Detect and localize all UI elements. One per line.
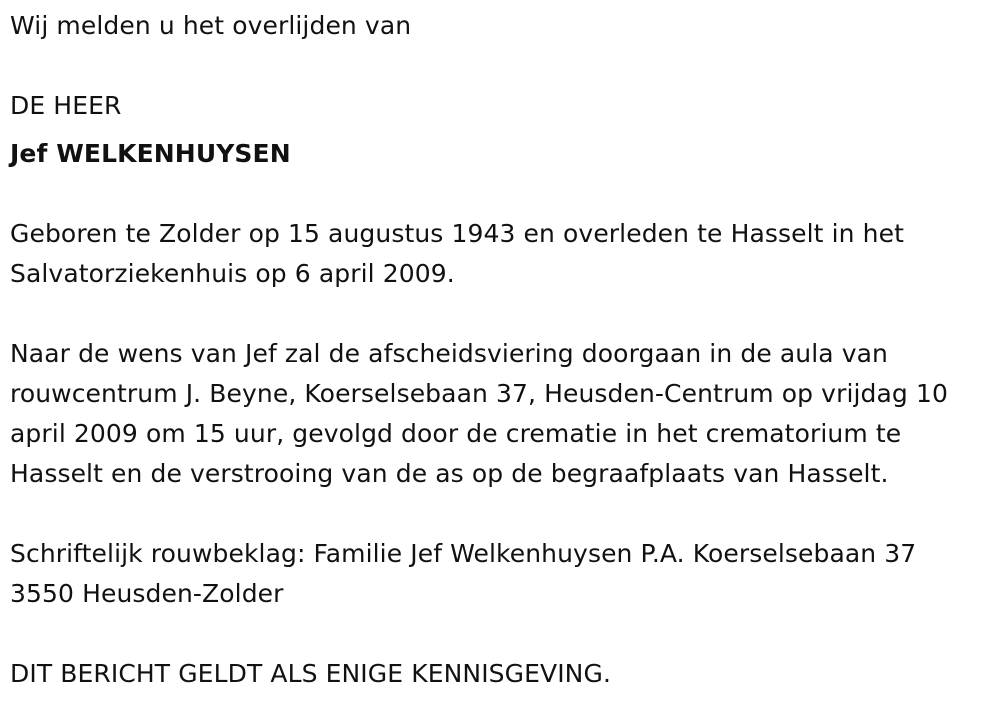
birth-death-line-2: Salvatorziekenhuis op 6 april 2009.	[10, 259, 455, 288]
deceased-name: Jef WELKENHUYSEN	[10, 139, 291, 168]
intro-text: Wij melden u het overlijden van	[10, 11, 412, 40]
ceremony-line-4: Hasselt en de verstrooing van de as op de begraafplaats van Hasselt.	[10, 459, 889, 488]
honorific: DE HEER	[10, 91, 122, 120]
closing-statement: DIT BERICHT GELDT ALS ENIGE KENNISGEVING.	[10, 659, 611, 688]
ceremony-line-2: rouwcentrum J. Beyne, Koerselsebaan 37, Heusden-Centrum op vrijdag 10	[10, 379, 948, 408]
condolences-line-1: Schriftelijk rouwbeklag: Familie Jef Welkenhuysen P.A. Koerselsebaan 37	[10, 539, 917, 568]
ceremony-line-3: april 2009 om 15 uur, gevolgd door de crematie in het crematorium te	[10, 419, 902, 448]
condolences-line-2: 3550 Heusden-Zolder	[10, 579, 284, 608]
birth-death-line-1: Geboren te Zolder op 15 augustus 1943 en overleden te Hasselt in het	[10, 219, 904, 248]
ceremony-line-1: Naar de wens van Jef zal de afscheidsviering doorgaan in de aula van	[10, 339, 888, 368]
